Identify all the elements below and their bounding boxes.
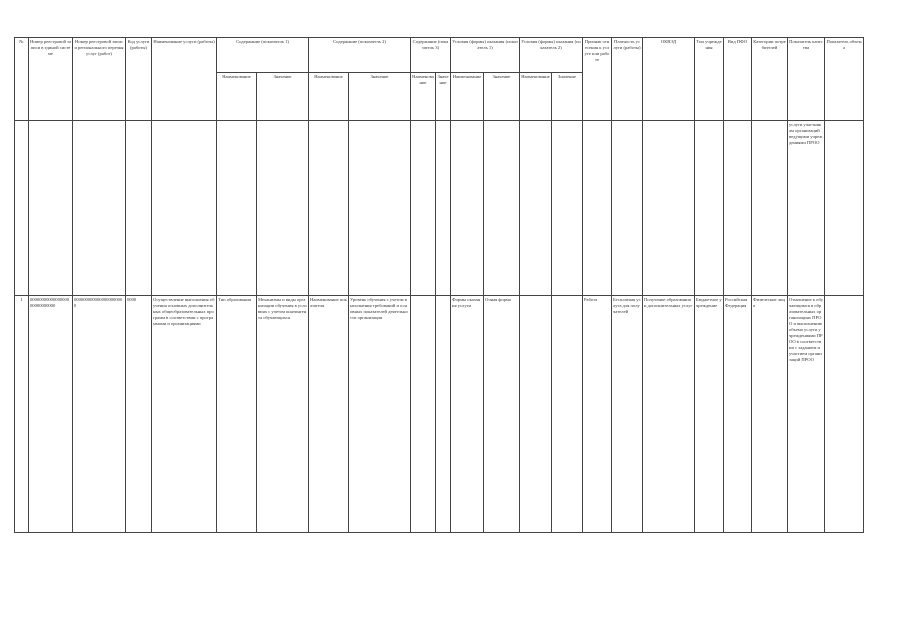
header-pfo: Вид ПФО <box>724 38 752 121</box>
cell-form1-name: Формы оказания услуги <box>451 296 484 533</box>
header-attr: Признак отнесения к услуге или работе <box>583 38 612 121</box>
cell-no: 1 <box>15 296 29 533</box>
header-code: Код услуги (работы) <box>126 38 152 121</box>
cell-pfo <box>724 296 752 533</box>
table-row <box>15 121 864 296</box>
header-sub-value: Значение <box>484 73 520 121</box>
header-quality: Показатель качества <box>788 38 825 121</box>
cell-consumers: Физические лица <box>752 296 788 533</box>
header-sub-value: Значение <box>349 73 411 121</box>
header-content-3: Содержание (показатель 3) <box>411 38 451 73</box>
header-form-1: Условия (формы) оказания (показатель 1) <box>451 38 520 73</box>
header-service: Наименование услуги (работы) <box>152 38 217 121</box>
header-sub-value: Значение <box>552 73 583 121</box>
cell-form1-value: Очная форма <box>484 296 520 533</box>
header-sub-name: Наименование <box>520 73 552 121</box>
header-sub-name: Наименование <box>411 73 436 121</box>
services-table <box>14 37 864 533</box>
header-sub-name: Наименование <box>217 73 257 121</box>
header-reg-unified: Номер реестровой записи в единой системе <box>29 38 73 121</box>
header-type: Тип учреждения <box>695 38 724 121</box>
header-sub-value: Значение <box>436 73 451 121</box>
cell-content1-name: Тип образования <box>217 296 257 533</box>
table-row <box>15 296 864 533</box>
cell-quality: Отношение к обучающимся в образовательных организациях ПРОО и выполнению объема услуги учреждениями ПРОО в соответствии с заданием и участием организаций ПРОО <box>788 296 825 533</box>
header-consumers: Категории потребителей <box>752 38 788 121</box>
header-sub-name: Наименование <box>309 73 349 121</box>
header-content-2: Содержание (показатель 2) <box>309 38 411 73</box>
cell-quality: услуги участникам организаций ведущими учреждениями ПРОО <box>788 121 825 296</box>
cell-attr: Работа <box>583 296 612 533</box>
header-paid: Платность услуги (работы) <box>612 38 643 121</box>
header-volume: Показатель объема <box>825 38 864 121</box>
header-no: № <box>15 38 29 121</box>
cell-content2-value: Уровень обучения с учетом выполнения требований и основных показателей деятельности организации <box>349 296 411 533</box>
cell-okved: Получение образования и дополнительных услуг <box>643 296 695 533</box>
header-form-2: Условия (формы) оказания (показатель 2) <box>520 38 583 73</box>
header-sub-value: Значение <box>257 73 309 121</box>
cell-paid: Бесплатная услуга для получателей <box>612 296 643 533</box>
cell-content2-name: Наименование показателя <box>309 296 349 533</box>
cell-reg-unified: 0000000000000000000000000000 <box>29 296 73 533</box>
header-content-1: Содержание (показатель 1) <box>217 38 309 73</box>
cell-code: 0000 <box>126 296 152 533</box>
header-sub-name: Наименование <box>451 73 484 121</box>
header-reg-regional: Номер реестровой записи регионального перечня услуг (работ) <box>73 38 126 121</box>
cell-type: Бюджетное учреждение <box>695 296 724 533</box>
cell-service: Осуществление выполнения обучения основных дополнительных общеобразовательных программ в соответствии с программами и организациями <box>152 296 217 533</box>
header-okved: ОКВЭД <box>643 38 695 121</box>
cell-reg-regional: 0000000000000000000000 <box>73 296 126 533</box>
cell-pfo-text: Российская Федерация <box>725 297 748 308</box>
cell-content1-value: Механизмы и виды организации обучения в условиях с учетом контингента обучающихся <box>257 296 309 533</box>
